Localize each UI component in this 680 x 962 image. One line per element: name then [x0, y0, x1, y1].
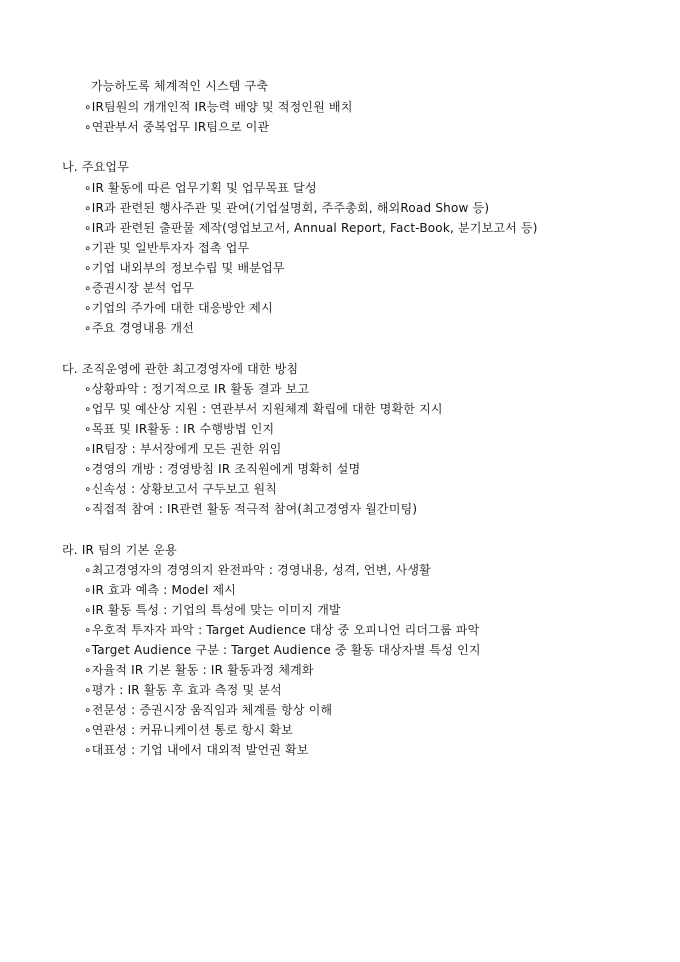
- list-item: ∘IR 활동 특성 : 기업의 특성에 맞는 이미지 개발: [84, 603, 341, 617]
- list-item: ∘기업의 주가에 대한 대응방안 제시: [84, 301, 273, 315]
- section-heading: 나. 주요업무: [62, 160, 129, 174]
- list-item: ∘직접적 참여 : IR관련 활동 적극적 참여(최고경영자 월간미팅): [84, 502, 418, 516]
- list-item: ∘IR과 관련된 행사주관 및 관여(기업설명회, 주주총회, 해외Road Show 등): [84, 201, 490, 215]
- list-item: ∘기관 및 일반투자자 접촉 업무: [84, 241, 250, 255]
- list-item: ∘Target Audience 구분 : Target Audience 중 활동 대상자별 특성 인지: [84, 643, 481, 657]
- list-item: ∘상황파악 : 정기적으로 IR 활동 결과 보고: [84, 382, 310, 396]
- list-item: ∘연관부서 중복업무 IR팀으로 이관: [84, 120, 270, 134]
- list-item: ∘IR과 관련된 출판물 제작(영업보고서, Annual Report, Fact-Book, 분기보고서 등): [84, 221, 538, 235]
- list-item: ∘IR 효과 예측 : Model 제시: [84, 583, 237, 597]
- list-item: ∘우호적 투자자 파악 : Target Audience 대상 중 오피니언 리더그룹 파악: [84, 623, 480, 637]
- list-item: ∘평가 : IR 활동 후 효과 측정 및 분석: [84, 683, 282, 697]
- list-item: ∘목표 및 IR활동 : IR 수행방법 인지: [84, 422, 275, 436]
- list-item: ∘전문성 : 증권시장 움직임과 체계를 항상 이해: [84, 703, 333, 717]
- list-item: ∘경영의 개방 : 경영방침 IR 조직원에게 명확히 설명: [84, 462, 361, 476]
- section-heading: 다. 조직운영에 관한 최고경영자에 대한 방침: [62, 362, 299, 376]
- section-heading: 라. IR 팀의 기본 운용: [62, 543, 177, 557]
- list-item: ∘IR팀장 : 부서장에게 모든 권한 위임: [84, 442, 282, 456]
- continuation-line: 가능하도록 체계적인 시스템 구축: [91, 79, 269, 93]
- list-item: ∘기업 내외부의 정보수립 및 배분업무: [84, 261, 285, 275]
- list-item: ∘최고경영자의 경영의지 완전파악 : 경영내용, 성격, 언변, 사생활: [84, 563, 431, 577]
- list-item: ∘IR 활동에 따른 업무기획 및 업무목표 달성: [84, 181, 317, 195]
- list-item: ∘주요 경영내용 개선: [84, 321, 195, 335]
- list-item: ∘대표성 : 기업 내에서 대외적 발언권 확보: [84, 743, 309, 757]
- list-item: ∘자율적 IR 기본 활동 : IR 활동과정 체계화: [84, 663, 314, 677]
- list-item: ∘연관성 : 커뮤니케이션 통로 항시 확보: [84, 723, 293, 737]
- list-item: ∘IR팀원의 개개인적 IR능력 배양 및 적정인원 배치: [84, 100, 353, 114]
- list-item: ∘증권시장 분석 업무: [84, 281, 195, 295]
- list-item: ∘신속성 : 상황보고서 구두보고 원칙: [84, 482, 278, 496]
- list-item: ∘업무 및 예산상 지원 : 연관부서 지원체계 확립에 대한 명확한 지시: [84, 402, 443, 416]
